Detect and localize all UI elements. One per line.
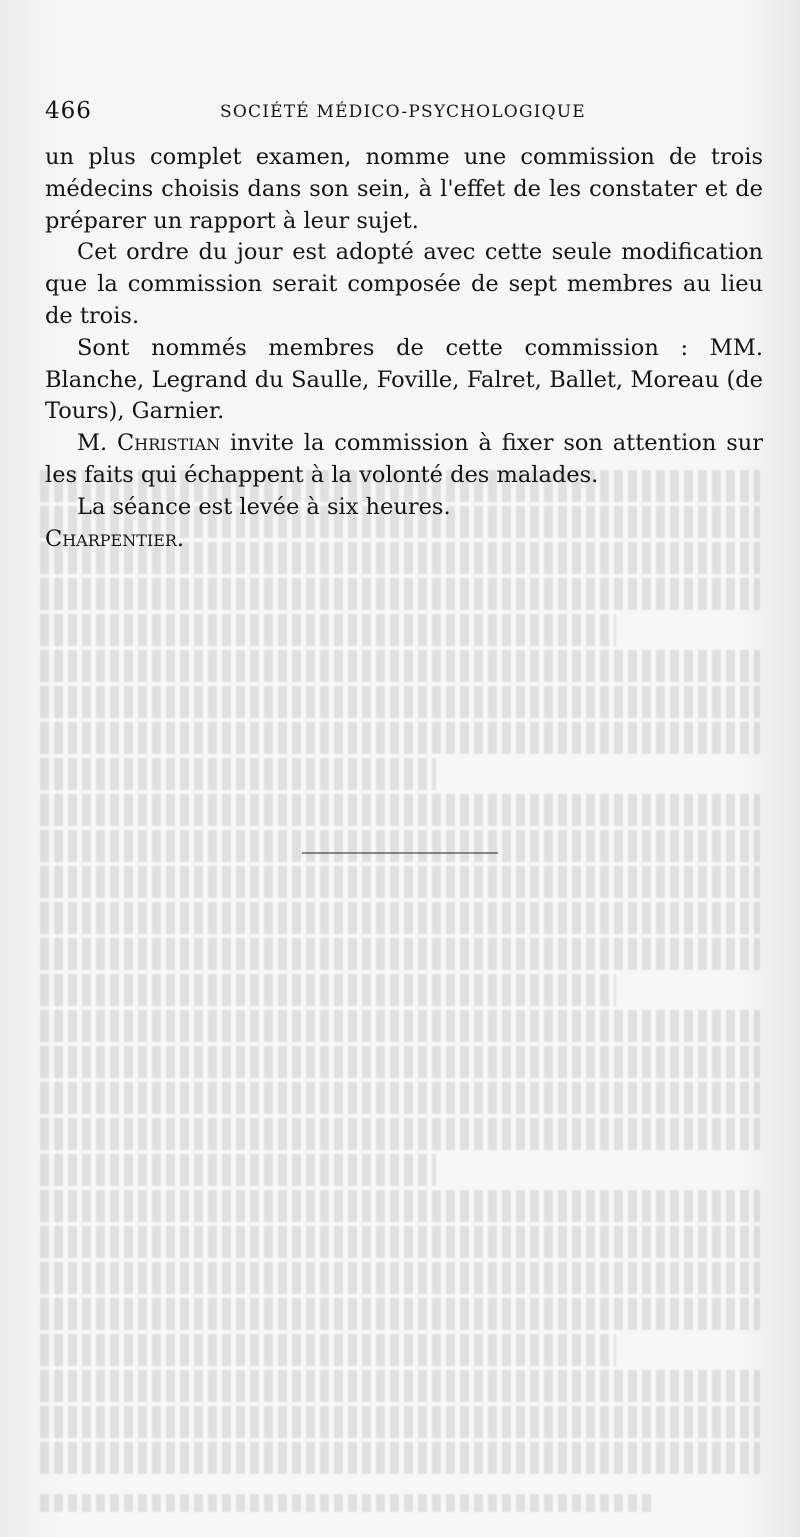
paragraph-agenda-adopted: Cet ordre du jour est adopté avec cette seule modification que la commission serait composée de sept membres au lieu de trois. <box>45 239 763 329</box>
speaker-name: M. Christian <box>77 430 221 457</box>
page-body <box>45 142 763 555</box>
paragraph-session-closed: La séance est levée à six heures. <box>77 493 451 520</box>
section-divider <box>302 852 498 854</box>
paragraph-christian <box>45 428 763 492</box>
page-number: 466 <box>45 98 92 124</box>
page-header <box>45 98 757 128</box>
secretary-signature: Charpentier. <box>45 525 185 552</box>
running-title: SOCIÉTÉ MÉDICO-PSYCHOLOGIQUE <box>220 102 586 122</box>
bleed-through-text <box>40 470 760 1510</box>
paragraph-continuation: un plus complet examen, nomme une commission de trois médecins choisis dans son sein, à l'effet de les constater et de préparer un rapport à leur sujet. <box>45 144 763 234</box>
paragraph-christian-text: invite la commission à fixer son attention sur les faits qui échappent à la volonté des malades. <box>45 430 763 488</box>
paragraph-members-named: Sont nommés membres de cette commission : MM. Blanche, Legrand du Saulle, Foville, Falret, Ballet, Moreau (de Tours), Garnier. <box>45 334 763 425</box>
